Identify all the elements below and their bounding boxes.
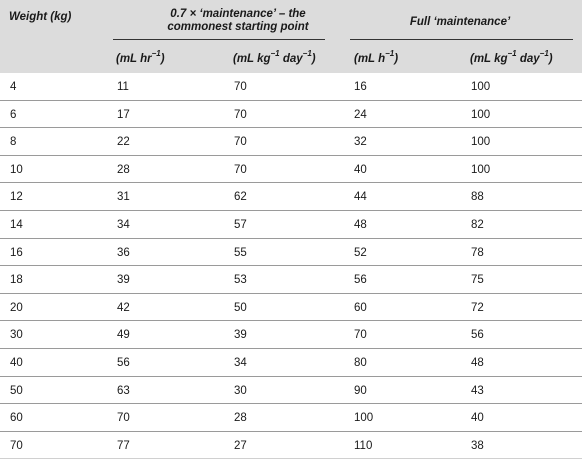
weight-cell: 30	[10, 329, 23, 342]
full-ml-h-cell: 110	[354, 439, 373, 452]
full-ml-h-cell: 70	[354, 329, 367, 342]
weight-cell: 8	[10, 136, 17, 149]
table-row	[0, 404, 582, 432]
starting-ml-kg-day-cell: 70	[234, 81, 247, 93]
table-row	[0, 239, 582, 267]
starting-ml-hr-cell: 11	[117, 81, 129, 93]
starting-ml-hr-cell: 49	[117, 329, 130, 342]
starting-ml-hr-cell: 34	[117, 218, 130, 231]
starting-ml-hr-cell: 31	[117, 191, 130, 204]
header-rate-ml-h: (mL $h^{-1}$)	[354, 49, 399, 65]
full-ml-kg-day-cell: 43	[471, 384, 484, 397]
weight-cell: 50	[10, 384, 23, 397]
full-ml-kg-day-cell: 72	[471, 301, 484, 314]
full-ml-h-cell: 60	[354, 301, 367, 314]
full-ml-kg-day-cell: 100	[471, 108, 491, 121]
starting-ml-kg-day-cell: 28	[234, 412, 247, 425]
full-ml-h-cell: 56	[354, 274, 367, 287]
starting-ml-hr-cell: 17	[117, 108, 130, 121]
weight-cell: 14	[10, 218, 23, 231]
full-ml-h-cell: 48	[354, 218, 367, 231]
header-group-full-maintenance: Full ‘maintenance’	[409, 16, 511, 28]
weight-cell: 60	[10, 412, 23, 425]
full-ml-h-cell: 32	[354, 136, 367, 149]
table-row	[0, 349, 582, 377]
full-ml-kg-day-cell: 75	[471, 274, 484, 287]
starting-ml-hr-cell: 42	[117, 301, 130, 314]
header-group-starting-point-line1: 0.7 × ‘maintenance’ – the	[170, 8, 306, 20]
weight-cell: 18	[10, 274, 23, 287]
header-rate-ml-kg-day-starting: (mL $kg^{-1}$ day$^{-1}$)	[233, 49, 316, 65]
group-divider-full-maintenance	[350, 39, 573, 40]
starting-ml-kg-day-cell: 62	[234, 191, 247, 204]
full-ml-kg-day-cell: 56	[471, 329, 484, 342]
starting-ml-kg-day-cell: 39	[234, 329, 247, 342]
header-rate-ml-kg-day-full: (mL $kg^{-1}$ day$^{-1}$)	[470, 49, 553, 65]
table-row	[0, 156, 582, 184]
table-body	[0, 73, 582, 459]
table-row	[0, 211, 582, 239]
starting-ml-kg-day-cell: 57	[234, 218, 247, 231]
starting-ml-hr-cell: 70	[117, 412, 130, 425]
weight-cell: 4	[10, 81, 17, 93]
starting-ml-kg-day-cell: 30	[234, 384, 247, 397]
starting-ml-hr-cell: 22	[117, 136, 130, 149]
full-ml-kg-day-cell: 100	[471, 136, 491, 149]
full-ml-kg-day-cell: 100	[471, 163, 491, 176]
starting-ml-hr-cell: 56	[117, 356, 130, 369]
full-ml-kg-day-cell: 40	[471, 412, 484, 425]
full-ml-h-cell: 24	[354, 108, 367, 121]
full-ml-h-cell: 52	[354, 246, 367, 259]
table-row	[0, 128, 582, 156]
full-ml-h-cell: 40	[354, 163, 367, 176]
starting-ml-hr-cell: 36	[117, 246, 130, 259]
weight-cell: 70	[10, 439, 23, 452]
full-ml-kg-day-cell: 48	[471, 356, 484, 369]
full-ml-kg-day-cell: 82	[471, 218, 484, 231]
table-row	[0, 432, 582, 460]
weight-cell: 6	[10, 108, 17, 121]
full-ml-kg-day-cell: 78	[471, 246, 484, 259]
full-ml-kg-day-cell: 88	[471, 191, 484, 204]
starting-ml-kg-day-cell: 55	[234, 246, 247, 259]
starting-ml-hr-cell: 63	[117, 384, 130, 397]
header-group-starting-point	[148, 8, 328, 34]
group-divider-starting-point	[113, 39, 325, 40]
weight-cell: 12	[10, 191, 23, 204]
table-header	[0, 0, 582, 73]
table-row	[0, 294, 582, 322]
full-ml-kg-day-cell: 38	[471, 439, 484, 452]
weight-cell: 10	[10, 163, 23, 176]
starting-ml-kg-day-cell: 70	[234, 136, 247, 149]
starting-ml-hr-cell: 39	[117, 274, 130, 287]
starting-ml-hr-cell: 77	[117, 439, 130, 452]
starting-ml-kg-day-cell: 27	[234, 439, 247, 452]
starting-ml-kg-day-cell: 50	[234, 301, 247, 314]
full-ml-h-cell: 90	[354, 384, 367, 397]
weight-cell: 20	[10, 301, 23, 314]
weight-cell: 16	[10, 246, 23, 259]
table-row	[0, 266, 582, 294]
header-rate-ml-hr: (mL $hr^{-1}$)	[116, 49, 165, 65]
table-row	[0, 321, 582, 349]
full-ml-h-cell: 100	[354, 412, 374, 425]
full-ml-h-cell: 16	[354, 81, 367, 93]
full-ml-kg-day-cell: 100	[471, 81, 491, 93]
starting-ml-kg-day-cell: 70	[234, 163, 247, 176]
table-row	[0, 377, 582, 405]
header-group-starting-point-line2: commonest starting point	[167, 21, 309, 33]
weight-cell: 40	[10, 356, 23, 369]
header-weight: Weight (kg)	[9, 11, 72, 23]
table-row	[0, 73, 582, 101]
starting-ml-kg-day-cell: 53	[234, 274, 247, 287]
full-ml-h-cell: 80	[354, 356, 367, 369]
starting-ml-kg-day-cell: 70	[234, 108, 247, 121]
starting-ml-hr-cell: 28	[117, 163, 130, 176]
starting-ml-kg-day-cell: 34	[234, 356, 247, 369]
full-ml-h-cell: 44	[354, 191, 367, 204]
table-row	[0, 101, 582, 129]
table-row	[0, 183, 582, 211]
